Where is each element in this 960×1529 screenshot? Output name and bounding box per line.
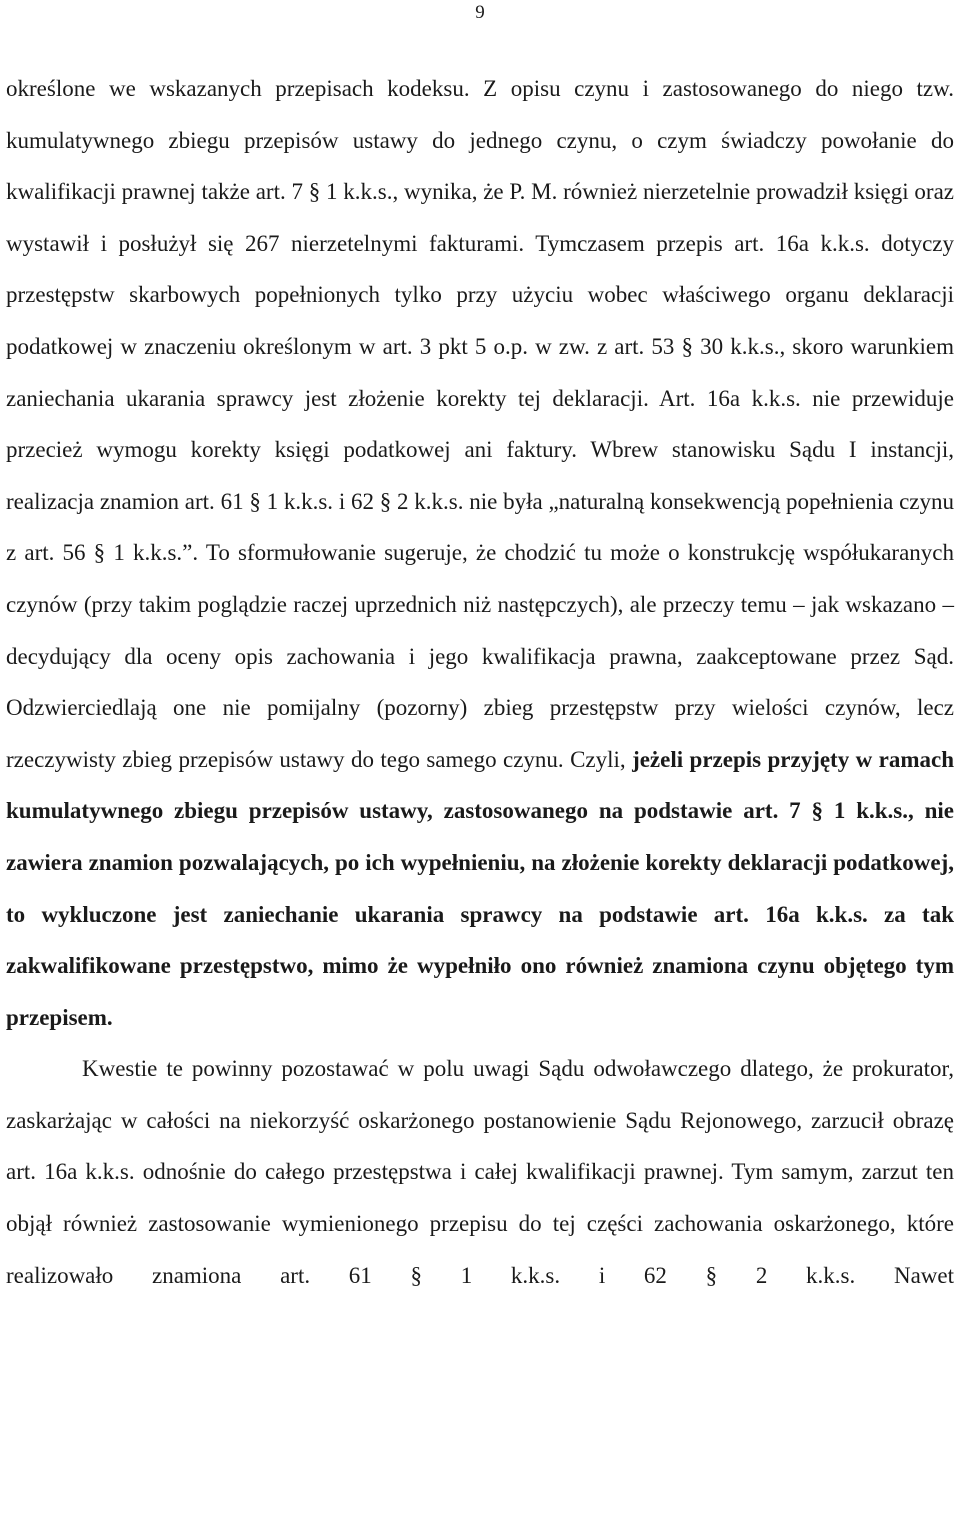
paragraph-2 [6,1043,954,1301]
paragraph-1 [6,63,954,1043]
paragraph-1-bold-text: jeżeli przepis przyjęty w ramach kumulatywnego zbiegu przepisów ustawy, zastosowanego na podstawie art. 7 § 1 k.k.s., nie zawiera znamion pozwalających, po ich wypełnieniu, na złożenie korekty deklaracji podatkowej, to wykluczone jest zaniechanie ukarania sprawcy na podstawie art. 16a k.k.s. za tak zakwalifikowane przestępstwo, mimo że wypełniło ono również znamiona czynu objętego tym przepisem. [6,746,955,1030]
document-body [6,63,954,1301]
paragraph-1-text: określone we wskazanych przepisach kodeksu. Z opisu czynu i zastosowanego do niego tzw. kumulatywnego zbiegu przepisów ustawy do jednego czynu, o czym świadczy powołanie do kwalifikacji prawnej także art. 7 § 1 k.k.s., wynika, że P. M. również nierzetelnie prowadził księgi oraz wystawił i posłużył się 267 nierzetelnymi fakturami. Tymczasem przepis art. 16a k.k.s. dotyczy przestępstw skarbowych popełnionych tylko przy użyciu wobec właściwego organu deklaracji podatkowej w znaczeniu określonym w art. 3 pkt 5 o.p. w zw. z art. 53 § 30 k.k.s., skoro warunkiem zaniechania ukarania sprawcy jest złożenie korekty tej deklaracji. Art. 16a k.k.s. nie przewiduje przecież wymogu korekty księgi podatkowej ani faktury. Wbrew stanowisku Sądu I instancji, realizacja znamion art. 61 § 1 k.k.s. i 62 § 2 k.k.s. nie była „naturalną konsekwencją popełnienia czynu z art. 56 § 1 k.k.s.”. To sformułowanie sugeruje, że chodzić tu może o konstrukcję współukaranych czynów (przy takim poglądzie raczej uprzednich niż następczych), ale przeczy temu – jak wskazano – decydujący dla oceny opis zachowania i jego kwalifikacja prawna, zaakceptowane przez Sąd. Odzwierciedlają one nie pomijalny (pozorny) zbieg przestępstw przy wielości czynów, lecz rzeczywisty zbieg przepisów ustawy do tego samego czynu. Czyli, [6,76,954,772]
page-number: 9 [475,2,485,23]
paragraph-2-text: Kwestie te powinny pozostawać w polu uwagi Sądu odwoławczego dlatego, że prokurator, zaskarżając w całości na niekorzyść oskarżonego postanowienie Sądu Rejonowego, zarzucił obrazę art. 16a k.k.s. odnośnie do całego przestępstwa i całej kwalifikacji prawnej. Tym samym, zarzut ten objął również zastosowanie wymienionego przepisu do tej części zachowania oskarżonego, które realizowało znamiona art. 61 § 1 k.k.s. i 62 § 2 k.k.s. Nawet [6,1056,954,1288]
